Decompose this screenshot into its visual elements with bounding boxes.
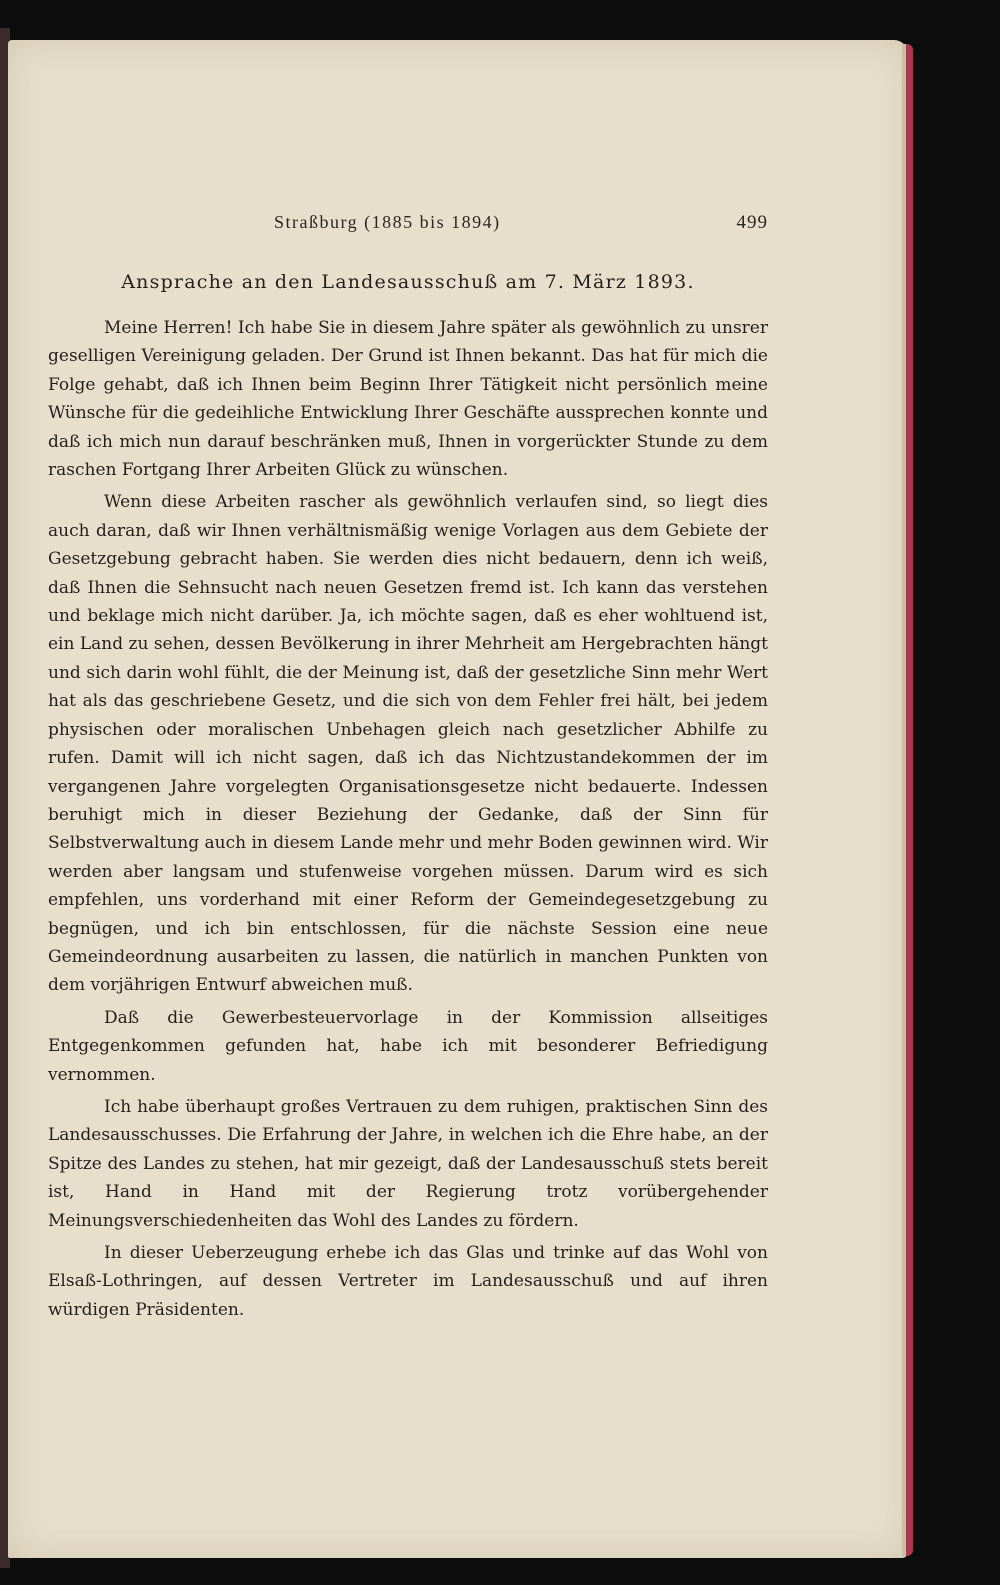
page-body bbox=[48, 262, 768, 1328]
paragraph: Ich habe überhaupt großes Vertrauen zu dem ruhigen, praktischen Sinn des Landesausschusses. Die Erfahrung der Jahre, in welchen ich die Ehre habe, an der Spitze des Landes zu stehen, hat mir gezeigt, daß der Landesausschuß stets bereit ist, Hand in Hand mit der Regierung trotz vorübergehender Meinungsverschiedenheiten das Wohl des Landes zu fördern. bbox=[48, 1096, 768, 1231]
page-sheet bbox=[8, 40, 908, 1558]
paragraph: Wenn diese Arbeiten rascher als gewöhnlich verlaufen sind, so liegt dies auch daran, daß wir Ihnen verhältnismäßig wenige Vorlagen aus dem Gebiete der Gesetzgebung gebracht haben. Sie werden dies nicht bedauern, denn ich weiß, daß Ihnen die Sehnsucht nach neuen Gesetzen fremd ist. Ich kann das verstehen und beklage mich nicht darüber. Ja, ich möchte sagen, daß es eher wohltuend ist, ein Land zu sehen, dessen Bevölkerung in ihrer Mehrheit am Hergebrachten hängt und sich darin wohl fühlt, die der Meinung ist, daß der gesetzliche Sinn mehr Wert hat als das geschriebene Gesetz, und die sich von dem Fehler frei hält, bei jedem physischen oder moralischen Unbehagen gleich nach gesetzlicher Abhilfe zu rufen. Damit will ich nicht sagen, daß ich das Nichtzustandekommen der im vergangenen Jahre vorgelegten Organisationsgesetze nicht bedauerte. Indessen beruhigt mich in dieser Beziehung der Gedanke, daß der Sinn für Selbstverwaltung auch in diesem Lande mehr und mehr Boden gewinnen wird. Wir werden aber langsam und stufenweise vorgehen müssen. Darum wird es sich empfehlen, uns vorderhand mit einer Reform der Gemeindegesetzgebung zu begnügen, und ich bin entschlossen, für die nächste Session eine neue Gemeindeordnung ausarbeiten zu lassen, die natürlich in manchen Punkten von dem vorjährigen Entwurf abweichen muß. bbox=[48, 492, 769, 996]
running-title: Straßburg (1885 bis 1894) bbox=[274, 212, 501, 232]
speech-heading: Ansprache an den Landesausschuß am 7. März 1893. bbox=[121, 271, 695, 293]
red-page-edge bbox=[906, 44, 913, 1556]
paragraph: Daß die Gewerbesteuervorlage in der Kommission allseitiges Entgegenkommen gefunden hat, habe ich mit besonderer Befriedigung vernommen. bbox=[48, 1007, 768, 1085]
page-number: 499 bbox=[736, 212, 768, 233]
running-header bbox=[48, 212, 768, 238]
paragraph: Meine Herren! Ich habe Sie in diesem Jahre später als gewöhnlich zu unsrer geselligen Vereinigung geladen. Der Grund ist Ihnen bekannt. Das hat für mich die Folge gehabt, daß ich Ihnen beim Beginn Ihrer Tätigkeit nicht persönlich meine Wünsche für die gedeihliche Entwicklung Ihrer Geschäfte aussprechen konnte und daß ich mich nun darauf beschränken muß, Ihnen in vorgerückter Stunde zu dem raschen Fortgang Ihrer Arbeiten Glück zu wünschen. bbox=[48, 318, 768, 481]
paragraph: In dieser Ueberzeugung erhebe ich das Glas und trinke auf das Wohl von Elsaß-Lothringen, auf dessen Vertreter im Landesausschuß und auf ihren würdigen Präsidenten. bbox=[48, 1243, 768, 1320]
